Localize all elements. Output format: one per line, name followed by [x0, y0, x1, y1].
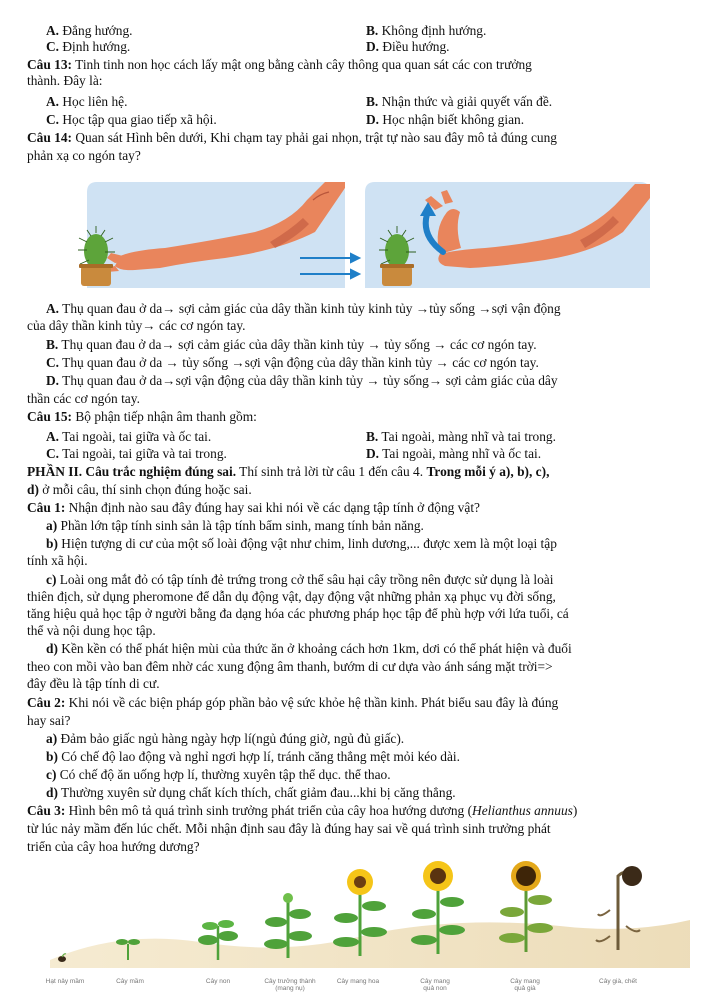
- tf-question-1: Câu 1: Nhận định nào sau đây đúng hay sai khi nói về các dạng tập tính ở động vật?: [27, 500, 480, 515]
- q15-option-d: D. Tai ngoài, màng nhĩ và ốc tai.: [366, 446, 542, 461]
- sunflower-growth-figure: [40, 860, 700, 978]
- caption-stage-1: Hạt nảy mầm: [45, 978, 85, 985]
- question-14-cont: phản xạ co ngón tay?: [27, 148, 141, 163]
- tf-q1-item-c-cont1: thiên địch, sử dụng pheromone để dẫn dụ động vật, dạy động vật những phản xạ phục vụ đời sống,: [27, 589, 556, 604]
- tf-q1-item-c: c) Loài ong mắt đỏ có tập tính đẻ trứng trong cở thể sâu hại cây trồng nên được sử dụng là loài: [46, 572, 554, 587]
- tf-q1-item-d-cont1: theo con mồi vào ban đêm nhờ các xung động âm thanh, bướm di cư dựa vào ánh sáng mặt trời=>: [27, 659, 553, 674]
- caption-stage-7: Cây mang quả già: [510, 978, 540, 992]
- tf-question-3-cont2: triển của cây hoa hướng dương?: [27, 839, 200, 854]
- caption-stage-5: Cây mang hoa: [336, 978, 380, 985]
- option-d: D. Điều hướng.: [366, 39, 450, 54]
- q14-option-d: D. Thụ quan đau ở da→sợi vận động của dây thần kinh tủy → tủy sống→ sợi cảm giác của dây: [46, 373, 558, 388]
- tf-q2-item-c: c) Có chế độ ăn uống hợp lí, thường xuyên tập thể dục. thể thao.: [46, 767, 391, 782]
- caption-stage-3: Cây non: [205, 978, 231, 985]
- question-13: Câu 13: Tinh tinh non học cách lấy mật ong bằng cành cây thông qua quan sát các con trưởng: [27, 57, 532, 72]
- caption-stage-8: Cây già, chết: [599, 978, 637, 985]
- reflex-arc-figure: [75, 170, 665, 298]
- q14-option-b: B. Thụ quan đau ở da→ sợi cảm giác của dây thần kinh tủy → tủy sống → các cơ ngón tay.: [46, 337, 537, 352]
- tf-q1-item-c-cont3: thể và nội dung học tập.: [27, 623, 156, 638]
- q14-option-a-cont: của dây thần kinh tủy→ các cơ ngón tay.: [27, 318, 246, 333]
- q13-option-b: B. Nhận thức và giải quyết vấn đề.: [366, 94, 553, 109]
- tf-q1-item-c-cont2: tăng hiệu quả học tập ở người bằng đa dạng hóa các phương pháp học tập để phù hợp với lứa tuổi, cá: [27, 606, 569, 621]
- tf-q2-item-d: d) Thường xuyên sử dụng chất kích thích, chất giảm đau...khi bị căng thẳng.: [46, 785, 456, 800]
- tf-question-2: Câu 2: Khi nói về các biện pháp góp phần bảo vệ sức khỏe hệ thần kinh. Phát biểu sau đây là đúng: [27, 695, 559, 710]
- option-a: A. Đẳng hướng.: [46, 23, 133, 38]
- q14-option-c: C. Thụ quan đau ở da → tủy sống →sợi vận động của dây thần kinh tủy → các cơ ngón tay.: [46, 355, 539, 370]
- q13-option-a: A. Học liên hệ.: [46, 94, 128, 109]
- tf-q1-item-b: b) Hiện tượng di cư của một số loài động vật như chim, linh dương,... được xem là một loại tập: [46, 536, 557, 551]
- caption-stage-2: Cây mầm: [116, 978, 144, 985]
- q14-option-d-cont: thần các cơ ngón tay.: [27, 391, 140, 406]
- tf-q1-item-a: a) Phần lớn tập tính sinh sản là tập tính bẩm sinh, mang tính bản năng.: [46, 518, 424, 533]
- option-b: B. Không định hướng.: [366, 23, 487, 38]
- q13-option-d: D. Học nhận biết không gian.: [366, 112, 525, 127]
- tf-question-3-cont1: từ lúc nảy mầm đến lúc chết. Mỗi nhận định sau đây là đúng hay sai về quá trình sinh trưởng phát: [27, 821, 551, 836]
- q15-option-a: A. Tai ngoài, tai giữa và ốc tai.: [46, 429, 212, 444]
- question-15: Câu 15: Bộ phận tiếp nhận âm thanh gồm:: [27, 409, 257, 424]
- tf-q1-item-b-cont: tính xã hội.: [27, 553, 88, 568]
- option-c: C. Định hướng.: [46, 39, 131, 54]
- question-14: Câu 14: Quan sát Hình bên dưới, Khi chạm tay phải gai nhọn, trật tự nào sau đây mô tả đúng cung: [27, 130, 557, 145]
- caption-stage-6: Cây mang quả non: [420, 978, 450, 992]
- part2-heading: PHẦN II. Câu trắc nghiệm đúng sai. Thí sinh trả lời từ câu 1 đến câu 4. Trong mỗi ý a), b), c),: [27, 464, 550, 479]
- q15-option-c: C. Tai ngoài, tai giữa và tai trong.: [46, 446, 227, 461]
- tf-question-3: Câu 3: Hình bên mô tả quá trình sinh trưởng phát triển của cây hoa hướng dương (Helianthus annuus): [27, 803, 578, 818]
- question-13-cont: thành. Đây là:: [27, 73, 103, 88]
- q15-option-b: B. Tai ngoài, màng nhĩ và tai trong.: [366, 429, 556, 444]
- tf-q1-item-d-cont2: đây đều là tập tính di cư.: [27, 676, 160, 691]
- part2-heading-cont: d) ở mỗi câu, thí sinh chọn đúng hoặc sai.: [27, 482, 252, 497]
- q14-option-a: A. Thụ quan đau ở da→ sợi cảm giác của dây thần kinh tủy kinh tủy →tủy sống →sợi vận động: [46, 301, 561, 316]
- tf-q2-item-a: a) Đảm bảo giấc ngủ hàng ngày hợp lí(ngủ đúng giờ, ngủ đủ giấc).: [46, 731, 405, 746]
- tf-q1-item-d: d) Kền kền có thể phát hiện mùi của thức ăn ở khoảng cách hơn 1km, dơi có thể phát hiện và đuổi: [46, 641, 572, 656]
- tf-q2-item-b: b) Có chế độ lao động và nghỉ ngơi hợp lí, tránh căng thẳng mệt mỏi kéo dài.: [46, 749, 460, 764]
- tf-question-2-cont: hay sai?: [27, 713, 71, 728]
- caption-stage-4: Cây trưởng thành (mang nụ): [264, 978, 316, 992]
- ground: [50, 920, 690, 968]
- q13-option-c: C. Học tập qua giao tiếp xã hội.: [46, 112, 217, 127]
